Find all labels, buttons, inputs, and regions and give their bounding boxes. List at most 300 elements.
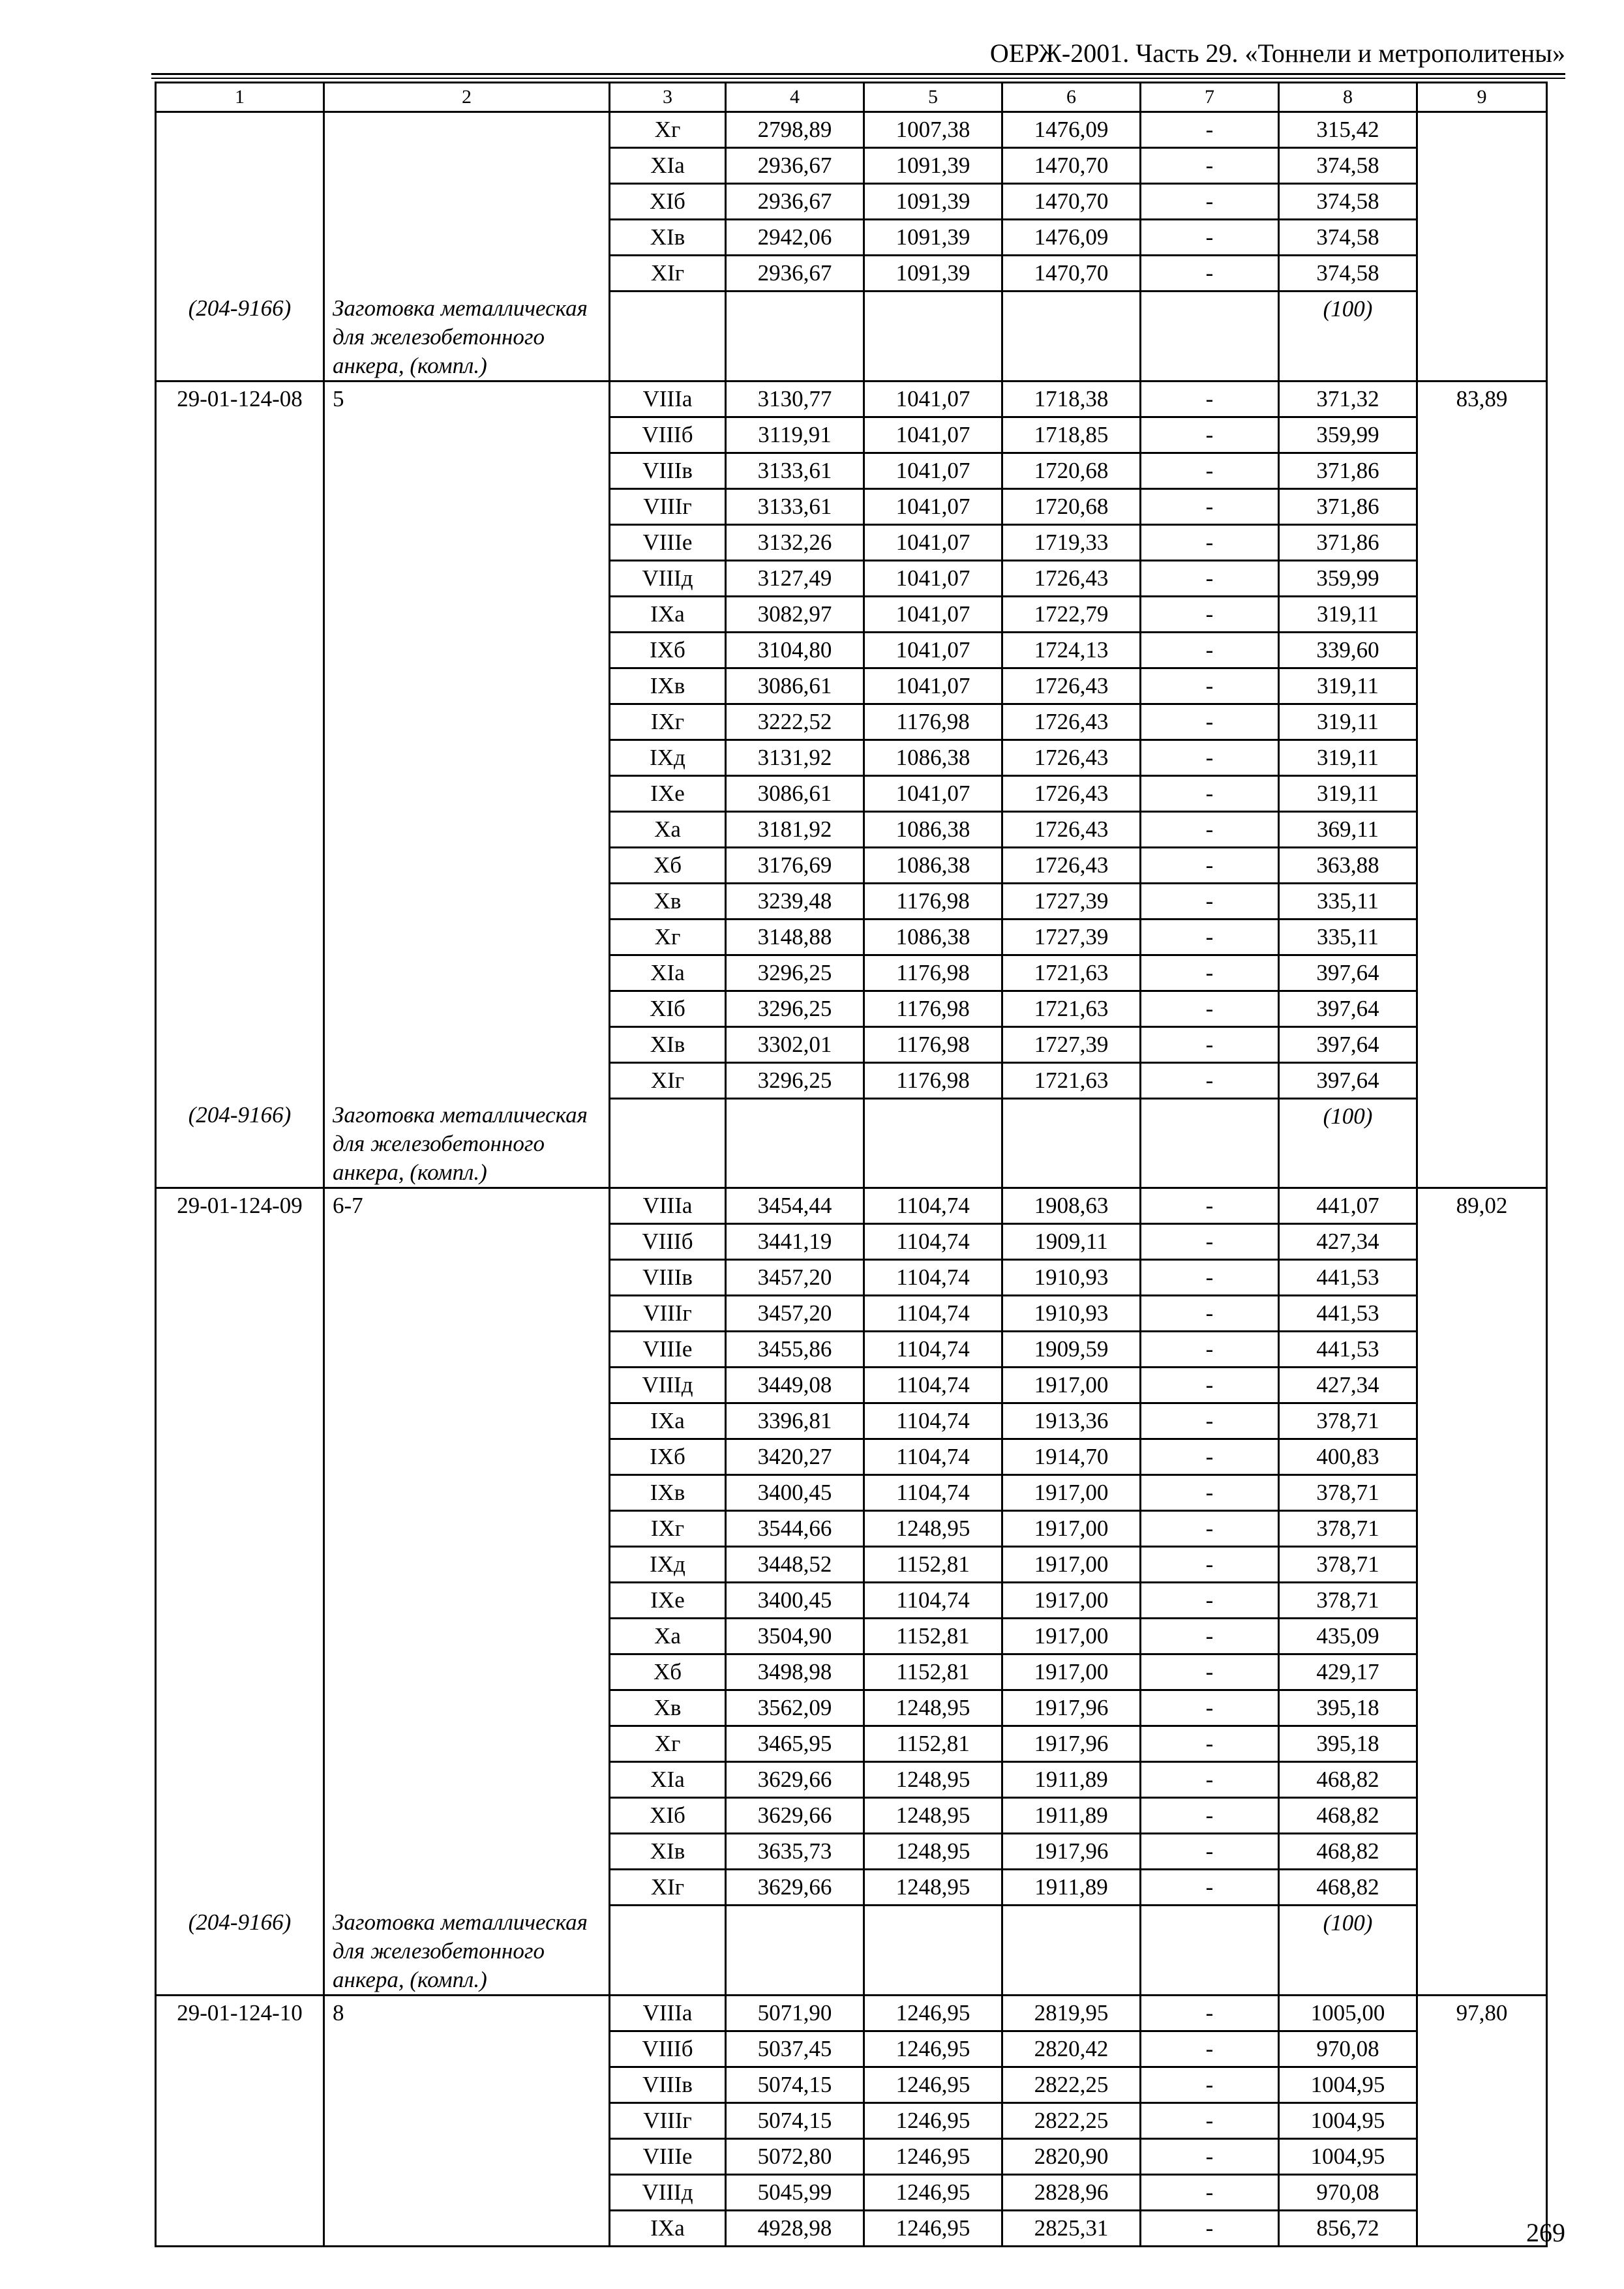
machines: 1910,93 (1002, 1296, 1141, 1332)
empty-cell (726, 292, 864, 382)
zone-category: ХIб (610, 991, 726, 1026)
materials: 1004,95 (1279, 2138, 1417, 2174)
machinist-wages: - (1141, 2138, 1279, 2174)
machines: 2825,31 (1002, 2210, 1141, 2246)
zone-category: Ха (610, 1619, 726, 1654)
machinist-wages: - (1141, 883, 1279, 919)
zone-category: VIIIб (610, 2031, 726, 2067)
machinist-wages: - (1141, 632, 1279, 668)
machines: 1911,89 (1002, 1798, 1141, 1834)
machines: 1911,89 (1002, 1870, 1141, 1906)
total-cost: 2942,06 (726, 220, 864, 256)
wages: 1086,38 (864, 919, 1002, 955)
zone-category: VIIIе (610, 1332, 726, 1368)
wages: 1041,07 (864, 417, 1002, 453)
machines: 1470,70 (1002, 256, 1141, 292)
machines: 1917,96 (1002, 1726, 1141, 1762)
machinist-wages: - (1141, 184, 1279, 220)
machines: 1720,68 (1002, 453, 1141, 488)
zone-category: VIIIд (610, 1368, 726, 1403)
materials: 378,71 (1279, 1547, 1417, 1583)
machinist-wages: - (1141, 488, 1279, 524)
materials: 374,58 (1279, 256, 1417, 292)
machines: 1726,43 (1002, 811, 1141, 847)
machines: 1908,63 (1002, 1188, 1141, 1224)
materials: 359,99 (1279, 560, 1417, 596)
material-code: (204-9166) (156, 1906, 324, 1996)
materials: 429,17 (1279, 1654, 1417, 1690)
zone-category: Хв (610, 1690, 726, 1726)
machinist-wages: - (1141, 811, 1279, 847)
zone-category: VIIIа (610, 1995, 726, 2031)
machines: 1917,00 (1002, 1547, 1141, 1583)
total-cost: 3127,49 (726, 560, 864, 596)
wages: 1246,95 (864, 2031, 1002, 2067)
total-cost: 3562,09 (726, 1690, 864, 1726)
zone-category: ХIв (610, 220, 726, 256)
material-row (156, 292, 1547, 382)
materials: 363,88 (1279, 847, 1417, 883)
machinist-wages: - (1141, 1026, 1279, 1062)
materials: 435,09 (1279, 1619, 1417, 1654)
machinist-wages: - (1141, 991, 1279, 1026)
machines: 1470,70 (1002, 148, 1141, 184)
zone-category: VIIIв (610, 453, 726, 488)
empty-cell (1141, 1906, 1279, 1996)
total-cost: 3086,61 (726, 775, 864, 811)
materials: 374,58 (1279, 184, 1417, 220)
materials: 427,34 (1279, 1368, 1417, 1403)
rates-table (155, 82, 1548, 2247)
machines: 1726,43 (1002, 847, 1141, 883)
machines: 1726,43 (1002, 740, 1141, 775)
zone-category: VIIIб (610, 417, 726, 453)
empty-cell (610, 1906, 726, 1996)
machinist-wages: - (1141, 1834, 1279, 1870)
machinist-wages: - (1141, 1870, 1279, 1906)
machinist-wages: - (1141, 1654, 1279, 1690)
wages: 1248,95 (864, 1511, 1002, 1547)
machinist-wages: - (1141, 1690, 1279, 1726)
machines: 1909,59 (1002, 1332, 1141, 1368)
machinist-wages: - (1141, 1062, 1279, 1098)
total-cost: 2936,67 (726, 184, 864, 220)
zone-category: Хг (610, 1726, 726, 1762)
header-rule (151, 73, 1565, 75)
materials: 359,99 (1279, 417, 1417, 453)
wages: 1248,95 (864, 1834, 1002, 1870)
machines: 1726,43 (1002, 704, 1141, 740)
materials: 335,11 (1279, 883, 1417, 919)
wages: 1007,38 (864, 112, 1002, 148)
column-number-row (156, 83, 1547, 112)
running-title: ОЕРЖ-2001. Часть 29. «Тоннели и метрополитены» (989, 38, 1565, 68)
materials: 1004,95 (1279, 2067, 1417, 2102)
machinist-wages: - (1141, 220, 1279, 256)
wages: 1104,74 (864, 1583, 1002, 1619)
wages: 1104,74 (864, 1475, 1002, 1511)
zone-category: IХа (610, 1403, 726, 1439)
wages: 1086,38 (864, 811, 1002, 847)
machines: 1917,00 (1002, 1511, 1141, 1547)
material-norm: (100) (1279, 1906, 1417, 1996)
material-norm: (100) (1279, 1098, 1417, 1188)
materials: 468,82 (1279, 1870, 1417, 1906)
total-cost: 3119,91 (726, 417, 864, 453)
machinist-wages: - (1141, 2210, 1279, 2246)
zone-category: IХг (610, 1511, 726, 1547)
table-row (156, 1995, 1547, 2031)
wages: 1104,74 (864, 1439, 1002, 1475)
zone-category: Хг (610, 919, 726, 955)
rate-code: 29-01-124-08 (156, 381, 324, 1098)
header-rule-thin (151, 78, 1565, 79)
machinist-wages: - (1141, 1583, 1279, 1619)
total-cost: 5037,45 (726, 2031, 864, 2067)
zone-category: Хв (610, 883, 726, 919)
machines: 1476,09 (1002, 220, 1141, 256)
zone-category: VIIIв (610, 1260, 726, 1296)
machines: 1727,39 (1002, 883, 1141, 919)
total-cost: 3131,92 (726, 740, 864, 775)
machines: 1727,39 (1002, 919, 1141, 955)
machinist-wages: - (1141, 417, 1279, 453)
machines: 1721,63 (1002, 991, 1141, 1026)
total-cost: 3441,19 (726, 1224, 864, 1260)
machinist-wages: - (1141, 453, 1279, 488)
total-cost: 3239,48 (726, 883, 864, 919)
total-cost: 3448,52 (726, 1547, 864, 1583)
machinist-wages: - (1141, 847, 1279, 883)
total-cost: 3296,25 (726, 991, 864, 1026)
machines: 1470,70 (1002, 184, 1141, 220)
labor-cost: 97,80 (1417, 1995, 1547, 2246)
zone-category: Хб (610, 847, 726, 883)
machines: 2822,25 (1002, 2102, 1141, 2138)
total-cost: 2936,67 (726, 148, 864, 184)
machines: 1724,13 (1002, 632, 1141, 668)
total-cost: 5074,15 (726, 2102, 864, 2138)
materials: 371,86 (1279, 488, 1417, 524)
total-cost: 3504,90 (726, 1619, 864, 1654)
wages: 1152,81 (864, 1654, 1002, 1690)
materials: 441,53 (1279, 1332, 1417, 1368)
materials: 468,82 (1279, 1834, 1417, 1870)
empty-cell (1002, 1098, 1141, 1188)
machines: 2819,95 (1002, 1995, 1141, 2031)
machinist-wages: - (1141, 1403, 1279, 1439)
column-number: 9 (1417, 83, 1547, 112)
machinist-wages: - (1141, 381, 1279, 417)
material-name: Заготовка металлическая для железобетонного анкера, (компл.) (324, 1098, 610, 1188)
machinist-wages: - (1141, 1995, 1279, 2031)
empty-cell (726, 1098, 864, 1188)
column-number: 2 (324, 83, 610, 112)
materials: 395,18 (1279, 1690, 1417, 1726)
materials: 1005,00 (1279, 1995, 1417, 2031)
machines: 1917,00 (1002, 1475, 1141, 1511)
material-code: (204-9166) (156, 1098, 324, 1188)
machines: 1909,11 (1002, 1224, 1141, 1260)
materials: 468,82 (1279, 1762, 1417, 1798)
zone-category: IХв (610, 1475, 726, 1511)
materials: 319,11 (1279, 704, 1417, 740)
machines: 1719,33 (1002, 524, 1141, 560)
zone-category: VIIIг (610, 1296, 726, 1332)
wages: 1041,07 (864, 596, 1002, 632)
wages: 1091,39 (864, 220, 1002, 256)
total-cost: 4928,98 (726, 2210, 864, 2246)
wages: 1086,38 (864, 740, 1002, 775)
total-cost: 3544,66 (726, 1511, 864, 1547)
machines: 1718,85 (1002, 417, 1141, 453)
zone-category: IХг (610, 704, 726, 740)
wages: 1248,95 (864, 1690, 1002, 1726)
total-cost: 5074,15 (726, 2067, 864, 2102)
machines: 1722,79 (1002, 596, 1141, 632)
materials: 371,86 (1279, 524, 1417, 560)
wages: 1176,98 (864, 991, 1002, 1026)
total-cost: 3104,80 (726, 632, 864, 668)
wages: 1152,81 (864, 1619, 1002, 1654)
zone-category: Хб (610, 1654, 726, 1690)
total-cost: 3130,77 (726, 381, 864, 417)
material-code: (204-9166) (156, 292, 324, 382)
machines: 1917,96 (1002, 1834, 1141, 1870)
machinist-wages: - (1141, 668, 1279, 704)
machinist-wages: - (1141, 148, 1279, 184)
wages: 1104,74 (864, 1296, 1002, 1332)
column-number: 6 (1002, 83, 1141, 112)
zone-category: VIIIг (610, 2102, 726, 2138)
machines: 2822,25 (1002, 2067, 1141, 2102)
materials: 378,71 (1279, 1511, 1417, 1547)
total-cost: 3449,08 (726, 1368, 864, 1403)
total-cost: 3635,73 (726, 1834, 864, 1870)
total-cost: 3457,20 (726, 1296, 864, 1332)
total-cost: 3302,01 (726, 1026, 864, 1062)
machines: 1720,68 (1002, 488, 1141, 524)
machines: 1910,93 (1002, 1260, 1141, 1296)
zone-category: ХIа (610, 955, 726, 991)
machines: 1726,43 (1002, 775, 1141, 811)
wages: 1176,98 (864, 1026, 1002, 1062)
wages: 1248,95 (864, 1762, 1002, 1798)
total-cost: 3629,66 (726, 1762, 864, 1798)
total-cost: 3457,20 (726, 1260, 864, 1296)
materials: 427,34 (1279, 1224, 1417, 1260)
materials: 374,58 (1279, 220, 1417, 256)
machines: 1917,00 (1002, 1368, 1141, 1403)
total-cost: 3148,88 (726, 919, 864, 955)
machines: 1721,63 (1002, 1062, 1141, 1098)
materials: 378,71 (1279, 1475, 1417, 1511)
empty-cell (1141, 292, 1279, 382)
zone-category: ХIг (610, 1870, 726, 1906)
zone-category: VIIIе (610, 2138, 726, 2174)
machinist-wages: - (1141, 112, 1279, 148)
total-cost: 3400,45 (726, 1583, 864, 1619)
wages: 1248,95 (864, 1870, 1002, 1906)
machines: 1917,00 (1002, 1654, 1141, 1690)
materials: 395,18 (1279, 1726, 1417, 1762)
column-number: 7 (1141, 83, 1279, 112)
total-cost: 3629,66 (726, 1798, 864, 1834)
table-body (156, 83, 1547, 2247)
wages: 1246,95 (864, 2210, 1002, 2246)
wages: 1104,74 (864, 1260, 1002, 1296)
machinist-wages: - (1141, 1726, 1279, 1762)
machinist-wages: - (1141, 524, 1279, 560)
machines: 1727,39 (1002, 1026, 1141, 1062)
zone-category: IХе (610, 775, 726, 811)
total-cost: 5072,80 (726, 2138, 864, 2174)
machinist-wages: - (1141, 1439, 1279, 1475)
rate-code: 29-01-124-09 (156, 1188, 324, 1906)
machinist-wages: - (1141, 596, 1279, 632)
materials: 371,32 (1279, 381, 1417, 417)
zone-category: ХIб (610, 184, 726, 220)
machines: 1718,38 (1002, 381, 1141, 417)
materials: 369,11 (1279, 811, 1417, 847)
wages: 1246,95 (864, 2067, 1002, 2102)
machines: 2820,42 (1002, 2031, 1141, 2067)
table-row (156, 1188, 1547, 1224)
materials: 397,64 (1279, 1026, 1417, 1062)
wages: 1091,39 (864, 184, 1002, 220)
wages: 1246,95 (864, 2102, 1002, 2138)
zone-category: IХб (610, 1439, 726, 1475)
wages: 1086,38 (864, 847, 1002, 883)
wages: 1176,98 (864, 955, 1002, 991)
wages: 1104,74 (864, 1368, 1002, 1403)
labor-cost: 83,89 (1417, 381, 1547, 1188)
machinist-wages: - (1141, 955, 1279, 991)
material-row (156, 1098, 1547, 1188)
rate-name: 8 (324, 1995, 610, 2246)
total-cost: 2936,67 (726, 256, 864, 292)
materials: 468,82 (1279, 1798, 1417, 1834)
wages: 1152,81 (864, 1547, 1002, 1583)
machinist-wages: - (1141, 1332, 1279, 1368)
total-cost: 3296,25 (726, 1062, 864, 1098)
wages: 1246,95 (864, 2138, 1002, 2174)
column-number: 1 (156, 83, 324, 112)
materials: 315,42 (1279, 112, 1417, 148)
zone-category: VIIIе (610, 524, 726, 560)
wages: 1041,07 (864, 524, 1002, 560)
machinist-wages: - (1141, 2031, 1279, 2067)
total-cost: 3629,66 (726, 1870, 864, 1906)
materials: 441,53 (1279, 1296, 1417, 1332)
empty-cell (864, 1098, 1002, 1188)
machinist-wages: - (1141, 1296, 1279, 1332)
machines: 1721,63 (1002, 955, 1141, 991)
wages: 1041,07 (864, 632, 1002, 668)
machines: 1726,43 (1002, 560, 1141, 596)
empty-cell (864, 1906, 1002, 1996)
zone-category: VIIIа (610, 1188, 726, 1224)
empty-cell (864, 292, 1002, 382)
wages: 1091,39 (864, 148, 1002, 184)
zone-category: ХIв (610, 1026, 726, 1062)
machines: 1476,09 (1002, 112, 1141, 148)
machinist-wages: - (1141, 2067, 1279, 2102)
machinist-wages: - (1141, 1224, 1279, 1260)
table-row (156, 381, 1547, 417)
machines: 1914,70 (1002, 1439, 1141, 1475)
page-number: 269 (1526, 2218, 1565, 2247)
total-cost: 3420,27 (726, 1439, 864, 1475)
total-cost: 5071,90 (726, 1995, 864, 2031)
machinist-wages: - (1141, 1260, 1279, 1296)
materials: 400,83 (1279, 1439, 1417, 1475)
machinist-wages: - (1141, 919, 1279, 955)
wages: 1176,98 (864, 883, 1002, 919)
wages: 1152,81 (864, 1726, 1002, 1762)
total-cost: 3222,52 (726, 704, 864, 740)
zone-category: IХа (610, 2210, 726, 2246)
wages: 1041,07 (864, 381, 1002, 417)
empty-cell (1002, 292, 1141, 382)
machinist-wages: - (1141, 1619, 1279, 1654)
machinist-wages: - (1141, 775, 1279, 811)
machinist-wages: - (1141, 1188, 1279, 1224)
zone-category: IХд (610, 740, 726, 775)
materials: 371,86 (1279, 453, 1417, 488)
zone-category: IХд (610, 1547, 726, 1583)
materials: 374,58 (1279, 148, 1417, 184)
total-cost: 3400,45 (726, 1475, 864, 1511)
zone-category: ХIа (610, 148, 726, 184)
column-number: 8 (1279, 83, 1417, 112)
machines: 1726,43 (1002, 668, 1141, 704)
materials: 970,08 (1279, 2031, 1417, 2067)
zone-category: VIIIв (610, 2067, 726, 2102)
materials: 441,53 (1279, 1260, 1417, 1296)
total-cost: 3396,81 (726, 1403, 864, 1439)
empty-cell (1002, 1906, 1141, 1996)
machinist-wages: - (1141, 256, 1279, 292)
zone-category: ХIв (610, 1834, 726, 1870)
zone-category: VIIIг (610, 488, 726, 524)
rate-name (324, 112, 610, 292)
materials: 856,72 (1279, 2210, 1417, 2246)
zone-category: IХе (610, 1583, 726, 1619)
zone-category: ХIб (610, 1798, 726, 1834)
rate-name: 6-7 (324, 1188, 610, 1906)
materials: 319,11 (1279, 668, 1417, 704)
total-cost: 3086,61 (726, 668, 864, 704)
machinist-wages: - (1141, 740, 1279, 775)
column-number: 4 (726, 83, 864, 112)
materials: 970,08 (1279, 2174, 1417, 2210)
machinist-wages: - (1141, 1798, 1279, 1834)
wages: 1041,07 (864, 453, 1002, 488)
rate-name: 5 (324, 381, 610, 1098)
column-number: 5 (864, 83, 1002, 112)
labor-cost (1417, 112, 1547, 382)
machinist-wages: - (1141, 1475, 1279, 1511)
wages: 1041,07 (864, 775, 1002, 811)
machinist-wages: - (1141, 560, 1279, 596)
total-cost: 2798,89 (726, 112, 864, 148)
wages: 1104,74 (864, 1188, 1002, 1224)
materials: 319,11 (1279, 596, 1417, 632)
total-cost: 3181,92 (726, 811, 864, 847)
machinist-wages: - (1141, 2102, 1279, 2138)
wages: 1104,74 (864, 1224, 1002, 1260)
